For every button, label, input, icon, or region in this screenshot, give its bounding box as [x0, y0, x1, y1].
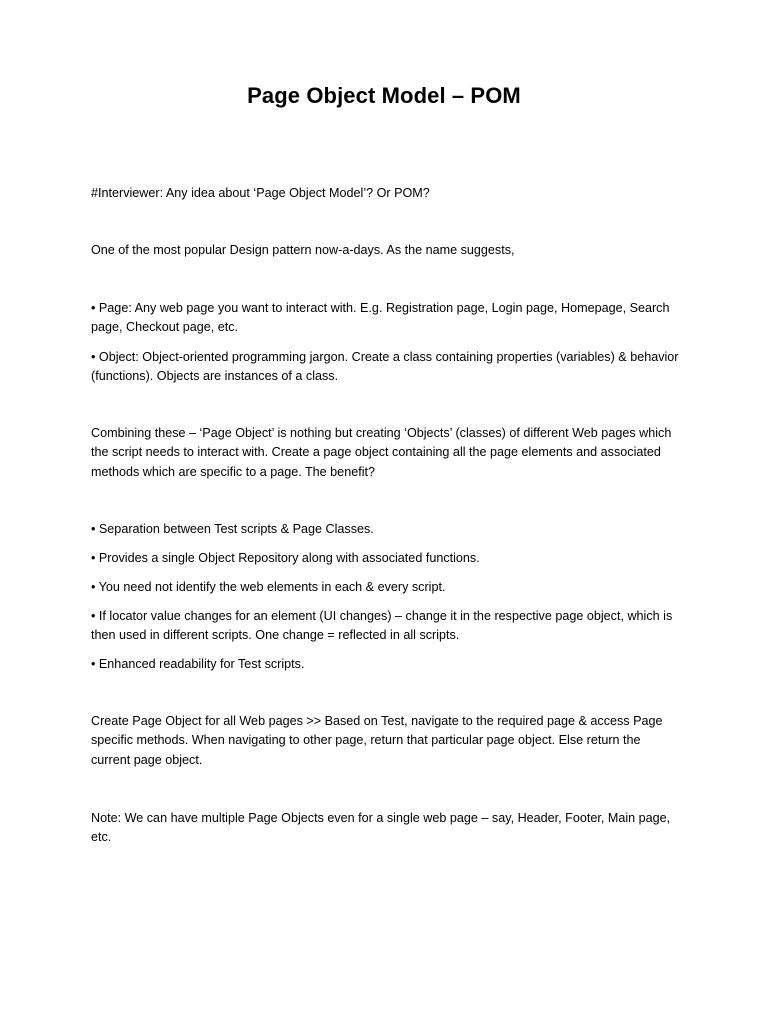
definition-object: • Object: Object-oriented programming jargon. Create a class containing properties (variables) & behavior (functions). Objects are instances of a class.: [91, 350, 679, 384]
benefit-item: • Provides a single Object Repository along with associated functions.: [91, 551, 480, 565]
definition-page: • Page: Any web page you want to interact with. E.g. Registration page, Login page, Homepage, Search page, Checkout page, etc.: [91, 301, 670, 335]
benefit-item: • You need not identify the web elements in each & every script.: [91, 580, 446, 594]
benefit-item: • If locator value changes for an element (UI changes) – change it in the respective page object, which is then used in different scripts. One change = reflected in all scripts.: [91, 609, 673, 643]
interviewer-question: #Interviewer: Any idea about ‘Page Object Model’? Or POM?: [91, 186, 430, 200]
benefit-item: • Separation between Test scripts & Page Classes.: [91, 522, 374, 536]
create-paragraph: Create Page Object for all Web pages >> Based on Test, navigate to the required page & access Page specific methods. When navigating to other page, return that particular page object. Else return the current page object.: [91, 714, 663, 767]
intro-paragraph: One of the most popular Design pattern now-a-days. As the name suggests,: [91, 243, 515, 257]
combining-paragraph: Combining these – ‘Page Object’ is nothing but creating ‘Objects’ (classes) of different Web pages which the script needs to interact with. Create a page object containing all the page elements and associated methods which are specific to a page. The benefit?: [91, 426, 672, 479]
benefit-item: • Enhanced readability for Test scripts.: [91, 657, 305, 671]
note-paragraph: Note: We can have multiple Page Objects even for a single web page – say, Header, Footer, Main page, etc.: [91, 811, 671, 845]
page-title: Page Object Model – POM: [247, 83, 521, 108]
